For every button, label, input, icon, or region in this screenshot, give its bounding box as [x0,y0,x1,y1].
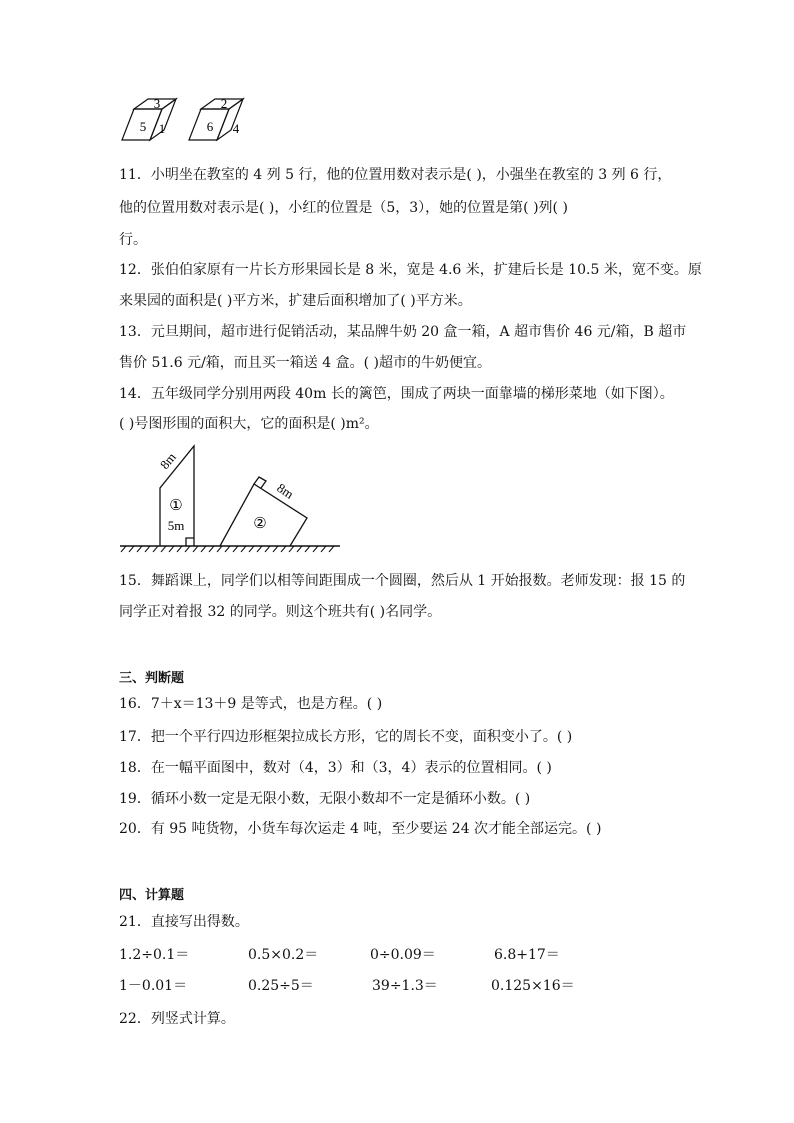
q17: 17．把一个平行四边形框架拉成长方形，它的周长不变，面积变小了。( ) [119,729,573,745]
q11-line1: 11．小明坐在教室的 4 列 5 行，他的位置用数对表示是( )，小强坐在教室的 3 列 6 行， [119,167,672,183]
trapezoid-1-number: ① [169,498,183,514]
cube-1 [122,99,176,140]
calc-item: 0÷0.09＝ [370,947,436,963]
q14-line1: 14．五年级同学分别用两段 40m 长的篱笆，围成了两块一面靠墙的梯形菜地（如下图）。 [119,386,674,402]
q13-line1: 13．元旦期间，超市进行促销活动，某品牌牛奶 20 盒一箱，A 超市售价 46 元/箱，B 超市 [119,324,687,340]
cube-1-side-number: 1 [158,121,166,136]
cube-2-top-number: 2 [220,96,228,111]
q21-text: 21．直接写出得数。 [119,914,249,930]
q11-line2: 他的位置用数对表示是( )，小红的位置是（5，3），她的位置是第( )列( ) [119,200,568,216]
ground-hatch [121,546,334,552]
calc-item: 1.2÷0.1＝ [119,947,190,963]
q22: 22．列竖式计算。 [119,1011,235,1027]
calc-item: 0.125×16＝ [491,978,575,994]
calc-item: 6.8+17＝ [494,947,560,963]
q13-line2: 售价 51.6 元/箱，而且买一箱送 4 盒。( )超市的牛奶便宜。 [119,355,491,371]
calc-item: 1－0.01＝ [119,978,188,994]
trapezoid-1-slant-label: 8m [156,449,179,472]
q12-line1: 12．张伯伯家原有一片长方形果园长是 8 米，宽是 4.6 米，扩建后长是 10.5 米，宽不变。原 [119,262,702,278]
trapezoid-figure [116,444,346,554]
calc-item: 39÷1.3＝ [372,978,438,994]
q15-line1: 15．舞蹈课上，同学们以相等间距围成一个圆圈，然后从 1 开始报数。老师发现：报 15 的 [119,573,686,589]
q12-line2: 来果园的面积是( )平方米，扩建后面积增加了( )平方米。 [119,293,472,309]
cube-1-front-number: 5 [139,119,147,134]
q11-line3: 行。 [119,232,147,248]
q19: 19．循环小数一定是无限小数，无限小数却不一定是循环小数。( ) [119,791,531,807]
section-4-title: 四、计算题 [119,888,185,903]
cube-2-side-number: 4 [232,121,240,136]
q18: 18．在一幅平面图中，数对（4，3）和（3，4）表示的位置相同。( ) [119,760,552,776]
trapezoid-1-height-label: 5m [167,518,185,533]
q14-line2: ( )号图形围的面积大，它的面积是( )m²。 [119,416,379,432]
q20: 20．有 95 吨货物，小货车每次运走 4 吨，至少要运 24 次才能全部运完。( ) [119,821,602,837]
section-3-title: 三、判断题 [119,671,185,686]
q15-line2: 同学正对着报 32 的同学。则这个班共有( )名同学。 [119,604,442,620]
cube-1-top-number: 3 [153,96,161,111]
calc-item: 0.25÷5＝ [248,978,314,994]
cube-2-front-number: 6 [206,119,214,134]
q16: 16．7＋x＝13＋9 是等式，也是方程。( ) [119,696,383,712]
cubes-figure [118,96,268,146]
trapezoid-2-number: ② [253,516,267,532]
calc-item: 0.5×0.2＝ [248,947,319,963]
trapezoid-2-slant-label: 8m [274,480,297,502]
